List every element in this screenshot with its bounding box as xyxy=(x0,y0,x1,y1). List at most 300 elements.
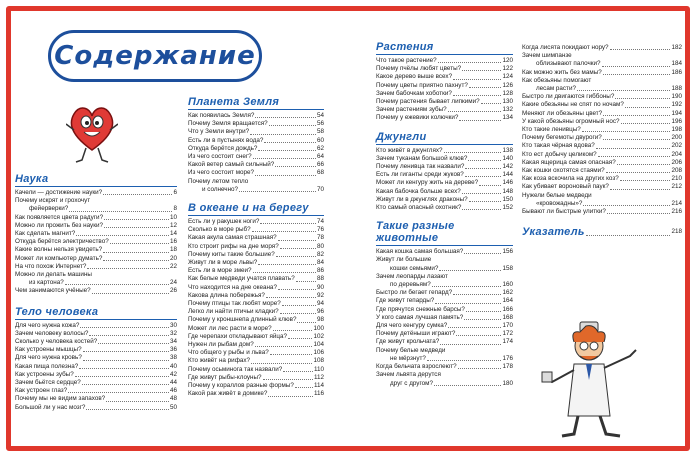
toc-entry[interactable] xyxy=(188,226,324,234)
page-number: 138 xyxy=(502,146,513,154)
page-number: 156 xyxy=(502,248,513,256)
page-number: 54 xyxy=(316,112,324,119)
toc-entry[interactable] xyxy=(15,279,177,287)
dot-leader xyxy=(459,120,501,121)
toc-entry[interactable] xyxy=(15,346,177,354)
page-number: 40 xyxy=(169,362,177,370)
entry-title: Какая кошка самая большая? xyxy=(376,248,464,256)
entry-title: Нужен ли рыбам дом? xyxy=(188,341,254,349)
dot-leader xyxy=(82,384,169,385)
toc-entry[interactable] xyxy=(15,205,177,213)
toc-entry[interactable] xyxy=(188,259,324,267)
list-nauka xyxy=(15,189,177,296)
dot-leader xyxy=(92,293,169,294)
toc-entry[interactable] xyxy=(522,44,682,52)
entry-title: Какие волны нельзя увидеть? xyxy=(15,246,103,254)
toc-entry[interactable] xyxy=(188,169,324,177)
page-number: 160 xyxy=(502,281,513,289)
entry-title: Есть ли гиганты среди жуков? xyxy=(376,171,464,179)
toc-entry[interactable] xyxy=(522,183,682,191)
dot-leader xyxy=(295,387,313,388)
toc-entry[interactable] xyxy=(376,380,513,388)
entry-title: Откуда берётся дождь? xyxy=(188,144,258,152)
page-number: 80 xyxy=(316,242,324,250)
toc-entry[interactable] xyxy=(522,69,682,77)
toc-entry[interactable] xyxy=(376,306,513,314)
entry-title: Кто живёт в джунглях? xyxy=(376,146,443,154)
toc-entry[interactable] xyxy=(188,234,324,242)
toc-entry[interactable] xyxy=(376,330,513,338)
dot-leader xyxy=(469,87,502,88)
toc-entry[interactable] xyxy=(522,151,682,159)
toc-entry[interactable] xyxy=(188,218,324,226)
dot-leader xyxy=(268,396,313,397)
toc-entry[interactable] xyxy=(188,112,324,120)
toc-entry[interactable] xyxy=(376,90,513,98)
page-number: 204 xyxy=(671,150,682,158)
entry-title: Живут ли большие xyxy=(376,256,432,264)
toc-entry[interactable] xyxy=(376,297,513,305)
toc-entry[interactable] xyxy=(188,325,324,333)
toc-entry[interactable] xyxy=(15,338,177,346)
page-number: 46 xyxy=(169,387,177,395)
toc-entry[interactable] xyxy=(15,271,177,279)
toc-entry[interactable] xyxy=(188,128,324,136)
toc-entry[interactable] xyxy=(15,214,177,222)
entry-title: Из чего состоит море? xyxy=(188,169,255,177)
toc-entry[interactable] xyxy=(15,395,177,403)
dot-leader xyxy=(607,213,671,214)
entry-title: Что такое растение? xyxy=(376,57,437,64)
toc-entry[interactable] xyxy=(15,379,177,387)
toc-entry[interactable] xyxy=(376,98,513,106)
dot-leader xyxy=(280,248,316,249)
toc-entry[interactable] xyxy=(15,222,177,230)
toc-entry[interactable] xyxy=(188,357,324,365)
toc-entry[interactable] xyxy=(376,347,513,355)
entry-title: Нужели белые медведи xyxy=(522,191,592,199)
page-number: 6 xyxy=(173,189,177,196)
page-number: 158 xyxy=(502,264,513,272)
dot-leader xyxy=(610,189,671,190)
entry-title: Чем занимаются учёные? xyxy=(15,287,91,295)
entry-title: Какой ветер самый сильный? xyxy=(188,161,275,169)
dot-leader xyxy=(260,223,316,224)
toc-entry[interactable] xyxy=(188,120,324,128)
toc-entry[interactable] xyxy=(522,85,682,93)
toc-entry[interactable] xyxy=(522,200,682,208)
toc-entry[interactable] xyxy=(522,77,682,85)
page-number: 58 xyxy=(316,128,324,136)
dot-leader xyxy=(596,148,671,149)
toc-entry[interactable] xyxy=(376,196,513,204)
toc-entry[interactable] xyxy=(15,354,177,362)
entry-title: Живут ли в море львы? xyxy=(188,259,258,267)
page-number: 152 xyxy=(502,204,513,212)
entry-title: Зачем львята дерутся xyxy=(376,371,441,379)
toc-entry[interactable] xyxy=(188,374,324,382)
toc-entry[interactable] xyxy=(522,159,682,167)
dot-leader xyxy=(465,168,501,169)
toc-entry[interactable] xyxy=(15,189,177,197)
toc-entry[interactable] xyxy=(188,186,324,194)
dot-leader xyxy=(280,313,316,314)
page-number: 148 xyxy=(502,187,513,195)
page-number: 168 xyxy=(502,313,513,321)
entry-title: Кто такие ленивцы? xyxy=(522,126,581,134)
toc-entry[interactable] xyxy=(376,163,513,171)
page-number: 26 xyxy=(169,287,177,295)
page-number: 200 xyxy=(671,134,682,142)
toc-entry[interactable] xyxy=(15,330,177,338)
dot-leader xyxy=(481,103,502,104)
page-number: 182 xyxy=(671,44,682,51)
toc-entry[interactable] xyxy=(376,314,513,322)
section-rule xyxy=(376,245,513,246)
dot-leader xyxy=(87,268,169,269)
entry-title: Почему осьминога так назвали? xyxy=(188,365,283,373)
toc-entry[interactable] xyxy=(522,60,682,68)
page-number: 98 xyxy=(316,316,324,324)
toc-entry[interactable] xyxy=(188,349,324,357)
page-number: 186 xyxy=(671,68,682,76)
page-number: 84 xyxy=(316,259,324,267)
page-number: 96 xyxy=(316,308,324,316)
toc-entry[interactable] xyxy=(376,363,513,371)
page-number: 112 xyxy=(313,373,324,381)
dot-leader xyxy=(104,219,169,220)
entry-title: Легко ли найти птичьи кладки? xyxy=(188,308,279,316)
toc-entry[interactable] xyxy=(522,110,682,118)
section-title-zhivotnye: Такие разные животные xyxy=(376,220,455,245)
toc-entry-ukazatel[interactable] xyxy=(522,226,682,238)
page-number: 70 xyxy=(316,185,324,193)
toc-entry[interactable] xyxy=(376,179,513,187)
section-rule xyxy=(188,109,324,110)
toc-entry[interactable] xyxy=(522,192,682,200)
toc-entry[interactable] xyxy=(188,178,324,186)
toc-entry[interactable] xyxy=(522,118,682,126)
section-rule xyxy=(15,186,177,187)
toc-entry[interactable] xyxy=(376,65,513,73)
toc-entry[interactable] xyxy=(188,333,324,341)
toc-entry[interactable] xyxy=(188,161,324,169)
toc-entry[interactable] xyxy=(188,366,324,374)
page-number: 190 xyxy=(671,93,682,101)
page-number: 164 xyxy=(502,297,513,305)
toc-entry[interactable] xyxy=(188,137,324,145)
entry-title: Кто такая чёрная вдова? xyxy=(522,142,595,150)
page-number: 86 xyxy=(316,267,324,275)
toc-entry[interactable] xyxy=(15,263,177,271)
heart-mascot-illustration xyxy=(66,100,118,164)
toc-entry[interactable] xyxy=(522,101,682,109)
dot-leader xyxy=(264,142,316,143)
dot-leader xyxy=(76,235,169,236)
dot-leader xyxy=(278,240,316,241)
toc-entry[interactable] xyxy=(376,73,513,81)
dot-leader xyxy=(464,253,501,254)
toc-entry[interactable] xyxy=(376,147,513,155)
toc-entry[interactable] xyxy=(15,287,177,295)
page-number: 92 xyxy=(316,291,324,299)
page-number: 120 xyxy=(502,57,513,64)
toc-entry[interactable] xyxy=(15,404,177,412)
entry-title: Можно ли прожить без науки? xyxy=(15,221,103,229)
page-number: 126 xyxy=(502,81,513,89)
dot-leader xyxy=(282,305,316,306)
dot-leader xyxy=(98,343,169,344)
page-number: 206 xyxy=(671,158,682,166)
page-number: 106 xyxy=(313,349,324,357)
page-number: 30 xyxy=(169,321,177,329)
toc-entry[interactable] xyxy=(376,57,513,65)
entry-title: Какова длина побережья? xyxy=(188,291,265,299)
dot-leader xyxy=(297,322,316,323)
entry-title: Есть ли в море змеи? xyxy=(188,267,252,275)
section-title-dzhungli: Джунгли xyxy=(376,130,427,143)
toc-entry[interactable] xyxy=(15,230,177,238)
toc-entry[interactable] xyxy=(522,167,682,175)
toc-entry[interactable] xyxy=(15,255,177,263)
page-number: 18 xyxy=(169,246,177,254)
list-rasteniya xyxy=(376,57,513,123)
toc-entry[interactable] xyxy=(15,322,177,330)
dot-leader xyxy=(104,227,169,228)
toc-entry[interactable] xyxy=(188,292,324,300)
toc-entry[interactable] xyxy=(376,355,513,363)
dot-leader xyxy=(275,166,316,167)
entry-title: Зачем бьётся сердце? xyxy=(15,379,81,387)
entry-title: Зачем человеку волосы? xyxy=(15,329,89,337)
page-number: 146 xyxy=(502,179,513,187)
entry-title: Как сделать магнит? xyxy=(15,230,76,238)
dot-leader xyxy=(269,125,316,126)
section-title-nauka: Наука xyxy=(15,173,49,185)
entry-title: фейерверки? xyxy=(29,205,69,213)
toc-entry[interactable] xyxy=(376,114,513,122)
dot-leader xyxy=(617,164,671,165)
toc-entry[interactable] xyxy=(376,265,513,273)
entry-title: Почему пчёлы любят цветы? xyxy=(376,65,462,73)
toc-entry[interactable] xyxy=(522,126,682,134)
toc-entry[interactable] xyxy=(376,106,513,114)
page-number: 128 xyxy=(502,89,513,97)
dot-leader xyxy=(466,311,502,312)
dot-leader xyxy=(83,360,169,361)
dot-leader xyxy=(453,79,501,80)
toc-entry[interactable] xyxy=(188,145,324,153)
entry-title: Где прячутся снежные барсы? xyxy=(376,305,465,313)
dot-leader xyxy=(432,286,502,287)
page-number: 22 xyxy=(169,262,177,270)
dot-leader xyxy=(602,66,671,67)
entry-title: Почему цветы приятно пахнут? xyxy=(376,81,468,89)
page-number: 114 xyxy=(313,382,324,390)
dot-leader xyxy=(439,270,501,271)
toc-entry[interactable] xyxy=(15,371,177,379)
entry-title: Почему птицы так любят море? xyxy=(188,300,281,308)
entry-title: Почему белые медведи xyxy=(376,346,446,354)
toc-entry[interactable] xyxy=(376,204,513,212)
page-number: 20 xyxy=(169,254,177,262)
toc-entry[interactable] xyxy=(15,238,177,246)
page-number: 74 xyxy=(316,218,324,226)
toc-entry[interactable] xyxy=(15,363,177,371)
toc-entry[interactable] xyxy=(188,243,324,251)
list-dzhungli xyxy=(376,147,513,213)
toc-entry[interactable] xyxy=(15,387,177,395)
page-number: 36 xyxy=(169,346,177,354)
dot-leader xyxy=(252,231,316,232)
toc-entry[interactable] xyxy=(188,284,324,292)
dot-leader xyxy=(283,371,313,372)
entry-title: Может ли кенгуру жить на дереве? xyxy=(376,179,479,187)
dot-leader xyxy=(69,211,172,212)
dot-leader xyxy=(266,297,316,298)
dot-leader xyxy=(603,74,671,75)
toc-entry[interactable] xyxy=(376,338,513,346)
entry-title: Как кошки охотятся стаями? xyxy=(522,167,605,175)
page-number: 10 xyxy=(169,213,177,221)
toc-entry[interactable] xyxy=(376,155,513,163)
page-number: 124 xyxy=(502,73,513,81)
section-rule xyxy=(15,319,177,320)
toc-entry[interactable] xyxy=(188,275,324,283)
dot-leader xyxy=(89,335,169,336)
entry-title: Как коза вскочила на других коз? xyxy=(522,175,619,183)
dot-leader xyxy=(278,289,316,290)
entry-title: Есть ли у ракушек ноги? xyxy=(188,218,260,226)
list-zhivotnye xyxy=(376,248,513,387)
entry-title: На что похож Интернет? xyxy=(15,262,87,270)
dot-leader xyxy=(253,158,316,159)
toc-entry[interactable] xyxy=(376,82,513,90)
section-title-planeta: Планета Земля xyxy=(188,96,280,108)
toc-entry[interactable] xyxy=(188,316,324,324)
dot-leader xyxy=(598,156,671,157)
toc-entry[interactable] xyxy=(376,273,513,281)
entry-title: Может ли компьютер думать? xyxy=(15,254,103,262)
page-number: 130 xyxy=(502,98,513,106)
toc-entry[interactable] xyxy=(522,134,682,142)
page-number: 24 xyxy=(169,279,177,287)
dot-leader xyxy=(110,243,169,244)
entry-title: У кого самая лучшая память? xyxy=(376,313,464,321)
entry-title: Какая пища полезна? xyxy=(15,362,79,370)
toc-entry[interactable] xyxy=(15,246,177,254)
page-number: 194 xyxy=(671,109,682,117)
entry-title: не мёрзнут? xyxy=(390,354,426,362)
entry-title: Почему у ежевики колючки? xyxy=(376,114,459,122)
dot-leader xyxy=(106,401,169,402)
dot-leader xyxy=(288,338,312,339)
entry-title: Зачем шимпанзе xyxy=(522,52,572,60)
page-number: 12 xyxy=(169,221,177,229)
dot-leader xyxy=(456,335,501,336)
entry-title: Почему у кораллов разные формы? xyxy=(188,382,294,390)
list-telo xyxy=(15,322,177,412)
page-number: 94 xyxy=(316,300,324,308)
entry-title: Что у Земли внутри? xyxy=(188,128,250,136)
entry-title: Как можно жить без мамы? xyxy=(522,68,602,76)
entry-title: Как устроен глаз? xyxy=(15,387,68,395)
dot-leader xyxy=(577,90,671,91)
toc-entry[interactable] xyxy=(188,153,324,161)
entry-title: Зачем растениям зубы? xyxy=(376,106,447,114)
page-number: 192 xyxy=(671,101,682,109)
page-number: 170 xyxy=(502,322,513,330)
page-number: 78 xyxy=(316,234,324,242)
page-number: 218 xyxy=(671,228,682,236)
entry-title: Откуда берётся электричество? xyxy=(15,238,109,246)
dot-leader xyxy=(251,363,312,364)
toc-column-4 xyxy=(522,44,682,238)
page-number: 132 xyxy=(502,106,513,114)
entry-title: «кровожадны»? xyxy=(536,199,583,207)
toc-entry[interactable] xyxy=(376,256,513,264)
page-number: 184 xyxy=(671,60,682,68)
dot-leader xyxy=(427,360,502,361)
dot-leader xyxy=(435,303,501,304)
dot-leader xyxy=(255,175,316,176)
dot-leader xyxy=(465,176,502,177)
dot-leader xyxy=(80,327,169,328)
page-number: 60 xyxy=(316,136,324,144)
dot-leader xyxy=(620,180,671,181)
page-number: 42 xyxy=(169,370,177,378)
scientist-illustration xyxy=(540,320,650,440)
toc-entry[interactable] xyxy=(376,289,513,297)
entry-title: Какая бабочка больше всех? xyxy=(376,187,461,195)
toc-entry[interactable] xyxy=(376,322,513,330)
dot-leader xyxy=(258,264,316,265)
toc-entry[interactable] xyxy=(376,171,513,179)
entry-title: Почему ленивца так назвали? xyxy=(376,163,465,171)
dot-leader xyxy=(103,252,169,253)
page-number: 122 xyxy=(502,65,513,73)
toc-entry[interactable] xyxy=(522,208,682,216)
entry-title: Есть ли в пустынях вода? xyxy=(188,136,264,144)
toc-entry[interactable] xyxy=(522,142,682,150)
page-number: 88 xyxy=(316,275,324,283)
page-number: 180 xyxy=(502,379,513,387)
dot-leader xyxy=(253,272,316,273)
toc-entry[interactable] xyxy=(376,188,513,196)
page-number: 214 xyxy=(671,199,682,207)
page-number: 144 xyxy=(502,171,513,179)
toc-entry[interactable] xyxy=(188,251,324,259)
entry-title: кошки семьями? xyxy=(390,264,439,272)
dot-leader xyxy=(75,376,169,377)
page-number: 210 xyxy=(671,175,682,183)
dot-leader xyxy=(464,319,501,320)
entry-title: У какой обезьяны огромный нос? xyxy=(522,117,620,125)
entry-title: Почему бегемоты двуроги? xyxy=(522,134,602,142)
toc-entry[interactable] xyxy=(188,390,324,398)
entry-title: Где живут рыбы-клоуны? xyxy=(188,373,262,381)
page-number: 100 xyxy=(313,324,324,332)
page-number: 116 xyxy=(313,390,324,398)
toc-entry[interactable] xyxy=(376,371,513,379)
entry-title: по деревьям? xyxy=(390,281,431,289)
section-rule xyxy=(376,54,513,55)
entry-title: Как появилась Земля? xyxy=(188,112,255,119)
entry-title: Для чего кенгуру сумка? xyxy=(376,322,448,330)
page-number: 108 xyxy=(313,357,324,365)
page-number: 16 xyxy=(169,238,177,246)
entry-title: Где живут гепарды? xyxy=(376,297,435,305)
